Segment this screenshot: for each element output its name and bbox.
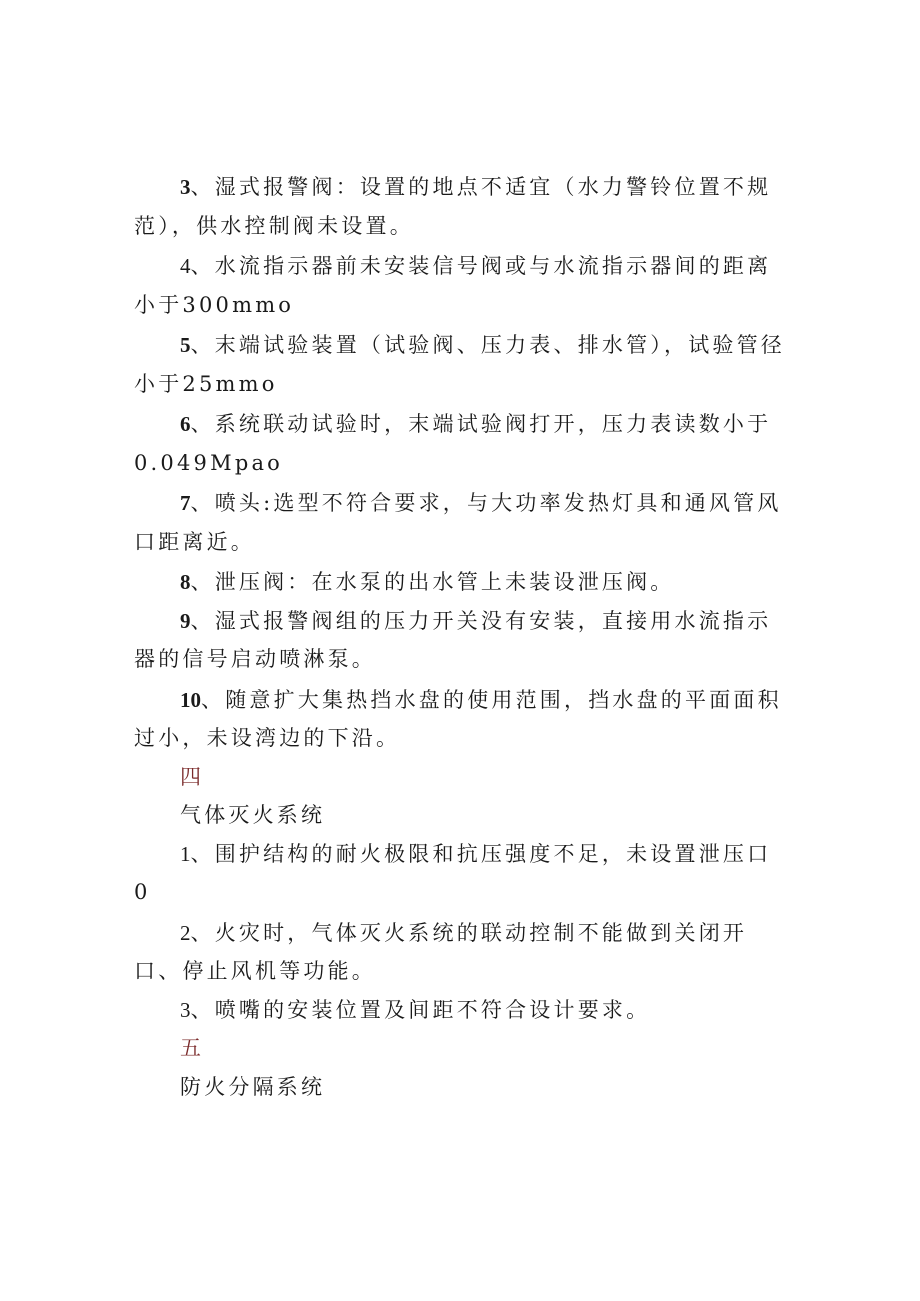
item-number: 5 [180, 333, 191, 357]
item-number: 4 [180, 254, 191, 278]
section-4-item-3 [134, 991, 786, 1030]
item-number: 7 [180, 491, 191, 515]
item-number: 6 [180, 412, 191, 436]
section-4-numeral: 四 [180, 764, 205, 789]
item-text: 、系统联动试验时，末端试验阀打开，压力表读数小于0.049Mpao [134, 412, 772, 475]
item-number: 10 [180, 687, 201, 712]
item-text: 、湿式报警阀组的压力开关没有安装，直接用水流指示器的信号启动喷淋泵。 [134, 608, 772, 671]
section-4-item-2 [134, 914, 786, 991]
item-text: 、泄压阀：在水泵的出水管上未装设泄压阀。 [190, 570, 675, 594]
item-text: 、随意扩大集热挡水盘的使用范围，挡水盘的平面面积过小，未设湾边的下沿。 [134, 687, 782, 750]
document-page [134, 168, 786, 1106]
item-number: 8 [180, 570, 191, 594]
item-10 [134, 681, 786, 758]
section-4-item-1 [134, 835, 786, 912]
item-text: 、末端试验装置（试验阀、压力表、排水管），试验管径小于25mmo [134, 333, 785, 396]
item-5 [134, 326, 786, 403]
item-text: 、喷头:选型不符合要求，与大功率发热灯具和通风管风口距离近。 [134, 491, 782, 554]
item-number: 3 [180, 997, 191, 1022]
item-number: 9 [180, 608, 191, 633]
item-4 [134, 247, 786, 324]
item-text: 、火灾时，气体灭火系统的联动控制不能做到关闭开口、停止风机等功能。 [134, 920, 748, 983]
item-3 [134, 168, 786, 245]
item-8 [134, 563, 786, 602]
item-9 [134, 602, 786, 679]
item-text: 、喷嘴的安装位置及间距不符合设计要求。 [190, 997, 651, 1022]
section-5-numeral: 五 [180, 1036, 205, 1060]
item-6 [134, 405, 786, 482]
item-number: 2 [180, 920, 191, 945]
item-text: 、湿式报警阀：设置的地点不适宜（水力警铃位置不规范），供水控制阀未设置。 [134, 175, 772, 238]
item-number: 3 [180, 175, 191, 199]
item-number: 1 [180, 841, 191, 866]
item-text: 、围护结构的耐火极限和抗压强度不足，未设置泄压口0 [134, 841, 772, 904]
section-5-title: 防火分隔系统 [180, 1074, 326, 1099]
section-4-title: 气体灭火系统 [180, 803, 326, 827]
item-text: 、水流指示器前未安装信号阀或与水流指示器间的距离小于300mmo [134, 254, 772, 317]
item-7 [134, 484, 786, 561]
